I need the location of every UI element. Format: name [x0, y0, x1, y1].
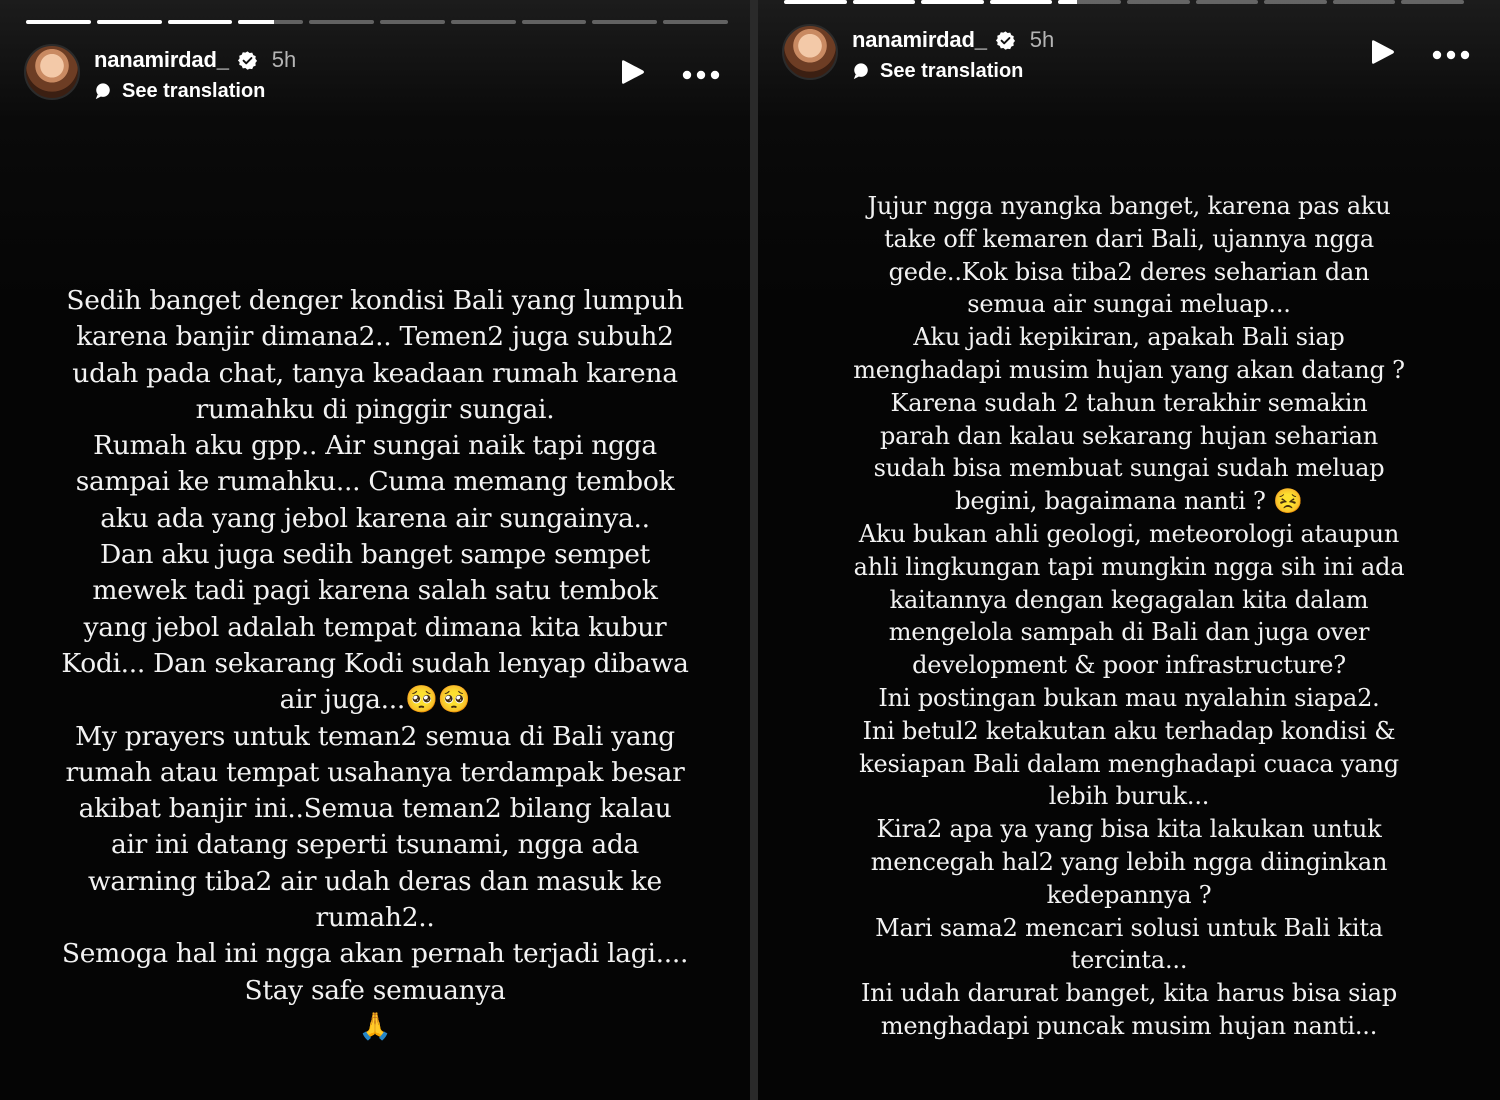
caption-line: menghadapi puncak musim hujan nanti... [880, 1011, 1378, 1040]
progress-segment [663, 20, 728, 24]
caption-line: My prayers untuk teman2 semua di Bali yang [75, 720, 675, 752]
caption-line: tercinta... [1070, 946, 1188, 975]
caption-line: 🙏 [358, 1010, 392, 1042]
progress-segment [451, 20, 516, 24]
progress-segment [522, 20, 587, 24]
caption-line: udah pada chat, tanya keadaan rumah karena [72, 357, 678, 389]
caption-line: rumah atau tempat usahanya terdampak besar [65, 756, 685, 788]
progress-segment [592, 20, 657, 24]
story-caption [20, 283, 730, 1045]
caption-line: yang jebol adalah tempat dimana kita kubur [83, 611, 667, 643]
more-horizontal-icon[interactable] [1432, 47, 1470, 57]
caption-line: mencegah hal2 yang lebih ngga diinginkan [870, 847, 1388, 876]
post-time: 5h [1029, 27, 1055, 52]
username[interactable]: nanamirdad_ [94, 47, 229, 72]
caption-line: development & poor infrastructure? [912, 651, 1346, 680]
caption-line: kedepannya ? [1046, 880, 1212, 909]
story-header [782, 24, 1470, 84]
caption-line: Kira2 apa ya yang bisa kita lakukan untuk [876, 815, 1382, 844]
caption-line: sudah bisa membuat sungai sudah meluap [873, 454, 1385, 483]
caption-line: take off kemaren dari Bali, ujannya ngga [884, 224, 1374, 253]
story-progress-bar [784, 0, 1464, 4]
caption-line: parah dan kalau sekarang hujan seharian [880, 421, 1378, 450]
progress-segment [990, 0, 1053, 4]
see-translation-label: See translation [880, 59, 1024, 82]
caption-line: Mari sama2 mencari solusi untuk Bali kita [875, 913, 1383, 942]
progress-segment [309, 20, 374, 24]
progress-segment [921, 0, 984, 4]
progress-segment [380, 20, 445, 24]
see-translation-button[interactable] [852, 58, 1054, 84]
caption-line: mengelola sampah di Bali dan juga over [888, 618, 1370, 647]
caption-line: sampai ke rumahku... Cuma memang tembok [75, 466, 675, 498]
caption-line: rumah2.. [315, 902, 435, 934]
caption-line: lebih buruk... [1048, 782, 1210, 811]
story-meta [94, 46, 296, 104]
caption-line: Ini udah darurat banget, kita harus bisa siap [860, 979, 1398, 1008]
play-icon[interactable] [620, 58, 646, 86]
caption-line: Rumah aku gpp.. Air sungai naik tapi ngga [93, 430, 657, 462]
progress-segment [1401, 0, 1464, 4]
caption-line: gede..Kok bisa tiba2 deres seharian dan [888, 257, 1370, 286]
caption-line: Ini postingan bukan mau nyalahin siapa2. [878, 683, 1380, 712]
verified-badge-icon [237, 50, 258, 71]
caption-line: air juga...🥺🥺 [279, 684, 471, 716]
caption-line: Jujur ngga nyangka banget, karena pas aku [867, 192, 1391, 220]
caption-line: rumahku di pinggir sungai. [195, 393, 555, 425]
caption-line: menghadapi musim hujan yang akan datang ? [853, 355, 1405, 384]
caption-line: Sedih banget denger kondisi Bali yang lumpuh [66, 285, 684, 316]
progress-segment [784, 0, 847, 4]
caption-line: Aku jadi kepikiran, apakah Bali siap [913, 323, 1345, 352]
verified-badge-icon [995, 30, 1016, 51]
caption-line: air ini datang seperti tsunami, ngga ada [110, 829, 640, 861]
play-icon[interactable] [1370, 38, 1396, 66]
avatar[interactable] [24, 44, 80, 100]
caption-line: kesiapan Bali dalam menghadapi cuaca yang [859, 749, 1399, 778]
caption-line: kaitannya dengan kegagalan kita dalam [889, 585, 1369, 614]
caption-line: Ini betul2 ketakutan aku terhadap kondisi & [862, 716, 1396, 745]
progress-segment [1127, 0, 1190, 4]
progress-segment [1058, 0, 1121, 4]
progress-segment [1196, 0, 1259, 4]
story-meta [852, 26, 1054, 84]
caption-line: Aku bukan ahli geologi, meteorologi ataupun [858, 519, 1400, 548]
caption-line: mewek tadi pagi karena salah satu tembok [92, 575, 658, 607]
caption-line: warning tiba2 air udah deras dan masuk ke [88, 865, 662, 897]
progress-segment [26, 20, 91, 24]
translate-bubble-icon [852, 62, 870, 80]
caption-line: ahli lingkungan tapi mungkin ngga sih ini ada [853, 552, 1405, 581]
story-panel-right[interactable] [758, 0, 1500, 1100]
story-header [24, 44, 720, 104]
story-caption [758, 190, 1500, 1043]
progress-segment [1333, 0, 1396, 4]
progress-segment [168, 20, 233, 24]
caption-line: akibat banjir ini..Semua teman2 bilang kalau [78, 793, 672, 825]
caption-line: Stay safe semuanya [244, 974, 506, 1006]
caption-line: begini, bagaimana nanti ? 😣 [955, 487, 1303, 516]
progress-segment [97, 20, 162, 24]
caption-line: aku ada yang jebol karena air sungainya.. [100, 502, 650, 534]
caption-line: Kodi... Dan sekarang Kodi sudah lenyap dibawa [61, 647, 689, 679]
story-progress-bar [26, 20, 728, 24]
panel-divider [750, 0, 758, 1100]
progress-segment [1264, 0, 1327, 4]
see-translation-button[interactable] [94, 78, 296, 104]
caption-line: Semoga hal ini ngga akan pernah terjadi lagi.... [61, 938, 689, 970]
translate-bubble-icon [94, 82, 112, 100]
see-translation-label: See translation [122, 79, 266, 102]
more-horizontal-icon[interactable] [682, 67, 720, 77]
caption-line: Karena sudah 2 tahun terakhir semakin [890, 388, 1368, 417]
username[interactable]: nanamirdad_ [852, 27, 987, 52]
caption-line: semua air sungai meluap... [967, 290, 1291, 319]
progress-segment [853, 0, 916, 4]
caption-line: karena banjir dimana2.. Temen2 juga subuh2 [76, 321, 674, 353]
progress-segment [238, 20, 303, 24]
caption-line: Dan aku juga sedih banget sampe sempet [99, 539, 651, 571]
post-time: 5h [271, 47, 297, 72]
avatar[interactable] [782, 24, 838, 80]
